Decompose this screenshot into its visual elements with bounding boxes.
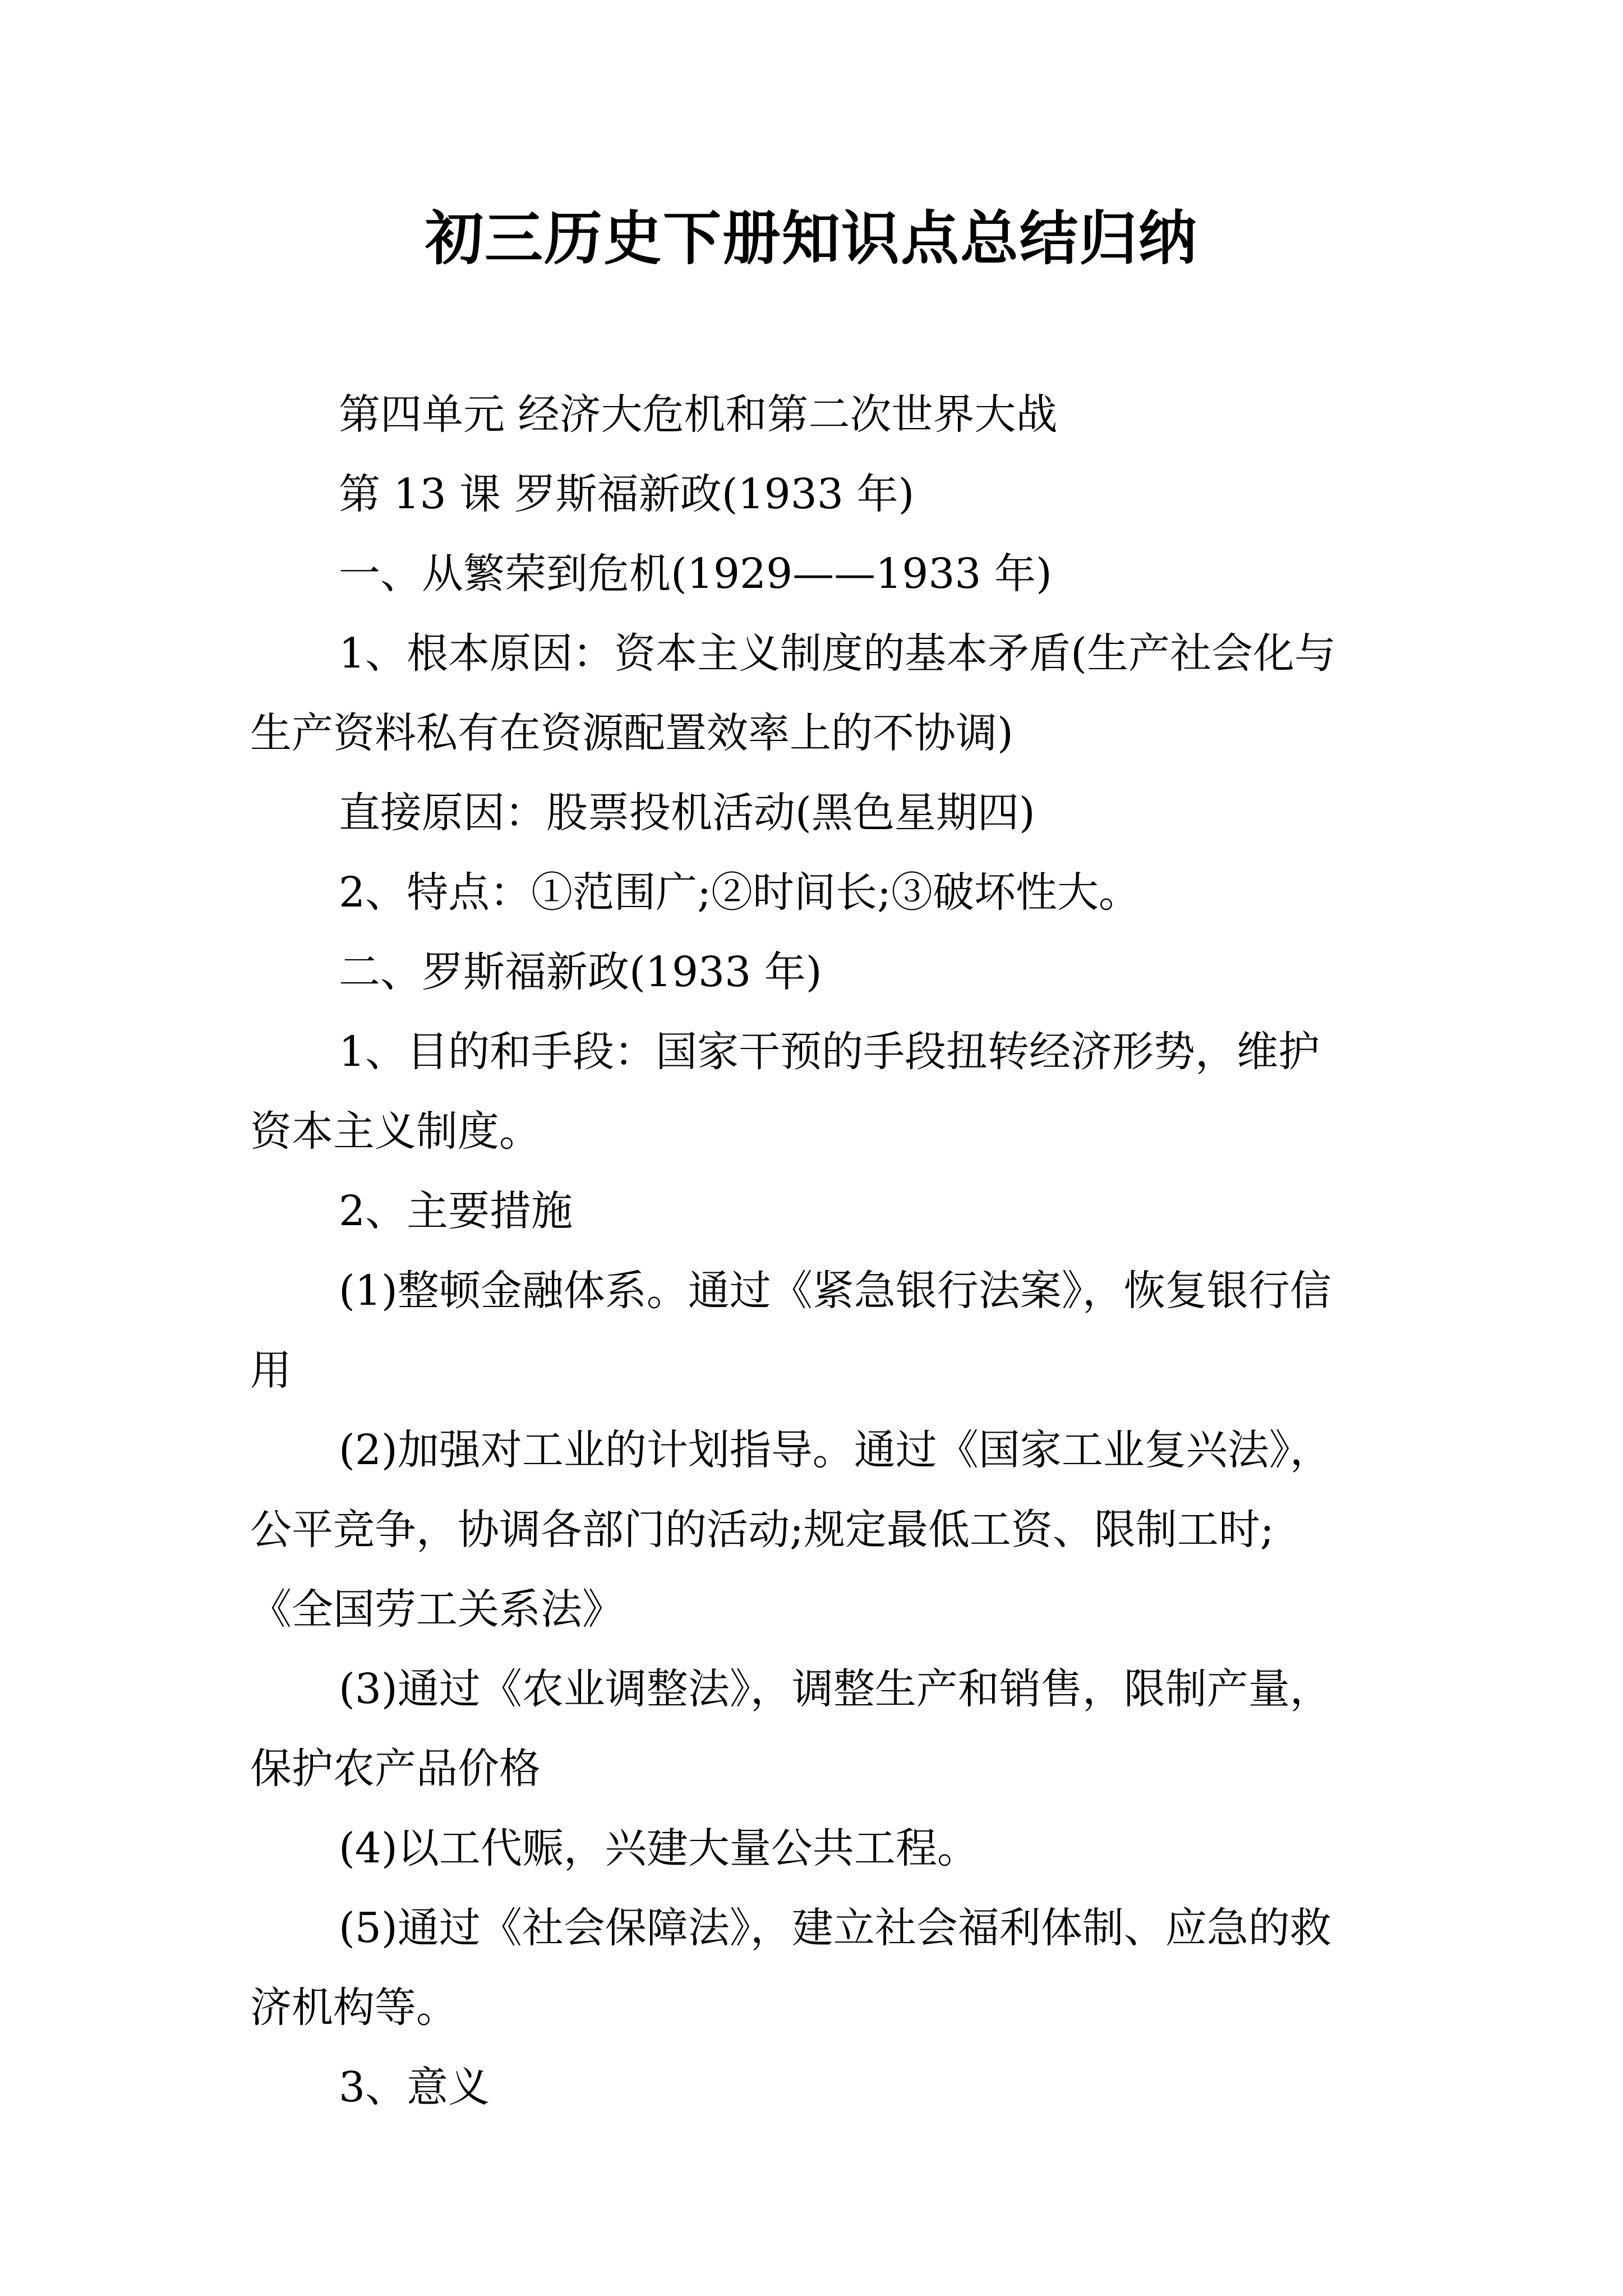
document-line: (3)通过《农业调整法》，调整生产和销售，限制产量，	[339, 1665, 1331, 1713]
document-line: (5)通过《社会保障法》，建立社会福利体制、应急的救	[339, 1904, 1331, 1952]
document-body	[250, 375, 1374, 2127]
document-line: 2、特点：①范围广;②时间长;③破坏性大。	[339, 868, 1140, 917]
document-line: 用	[250, 1346, 292, 1395]
document-line: 济机构等。	[250, 1984, 458, 2032]
document-line: (4)以工代赈，兴建大量公共工程。	[339, 1824, 979, 1872]
document-line: 生产资料私有在资源配置效率上的不协调)	[250, 709, 1013, 757]
document-line: 第 13 课 罗斯福新政(1933 年)	[339, 470, 915, 518]
document-line: (2)加强对工业的计划指导。通过《国家工业复兴法》，	[339, 1426, 1331, 1474]
document-line: 保护农产品价格	[250, 1745, 541, 1793]
document-title: 初三历史下册知识点总结归纳	[425, 204, 1198, 273]
document-line: 第四单元 经济大危机和第二次世界大战	[339, 390, 1058, 439]
document-line: 直接原因：股票投机活动(黑色星期四)	[339, 789, 1035, 837]
document-line: 二、罗斯福新政(1933 年)	[339, 948, 822, 996]
document-line: 1、目的和手段：国家干预的手段扭转经济形势，维护	[339, 1028, 1320, 1076]
document-line: 1、根本原因：资本主义制度的基本矛盾(生产社会化与	[339, 629, 1336, 678]
document-line: 《全国劳工关系法》	[250, 1585, 624, 1634]
document-line: 公平竞争，协调各部门的活动;规定最低工资、限制工时;	[250, 1506, 1274, 1554]
document-line: 2、主要措施	[339, 1187, 573, 1235]
document-line: (1)整顿金融体系。通过《紧急银行法案》，恢复银行信	[339, 1267, 1331, 1315]
document-line: 一、从繁荣到危机(1929——1933 年)	[339, 550, 1052, 598]
document-line: 3、意义	[339, 2063, 490, 2111]
document-line: 资本主义制度。	[250, 1107, 541, 1156]
